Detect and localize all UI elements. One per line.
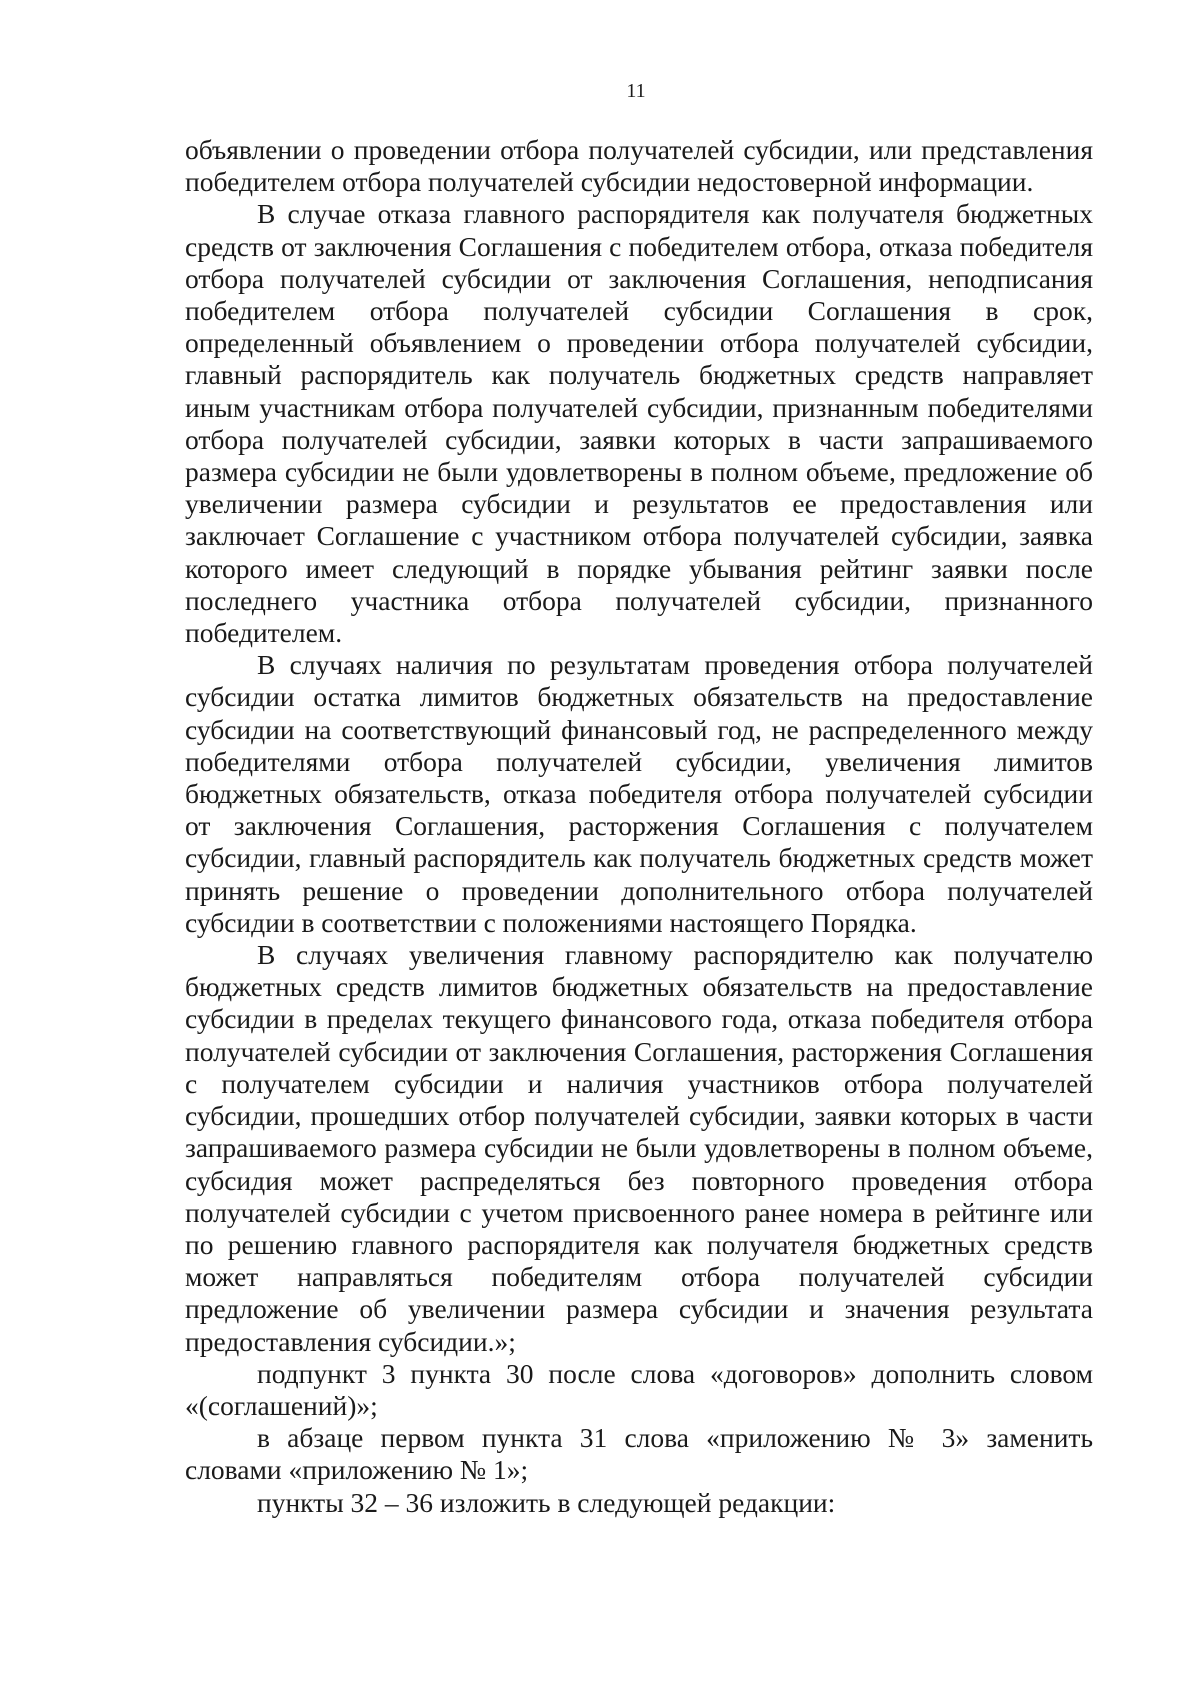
paragraph-refusal-case: В случае отказа главного распорядителя как получателя бюджетных средств от заключения Соглашения с победителем отбора, отказа победителя отбора получателей субсидии от заключения Соглашения, неподписания победителем отбора получателей субсидии Соглашения в срок, определенный объявлением о проведении отбора получателей субсидии, главный распорядитель как получатель бюджетных средств направляет иным участникам отбора получателей субсидии, признанным победителями отбора получателей субсидии, заявки которых в части запрашиваемого размера субсидии не были удовлетворены в полном объеме, предложение об увеличении размера субсидии и результатов ее предоставления или заключает Соглашение с участником отбора получателей субсидии, заявка которого имеет следующий в порядке убывания рейтинг заявки после последнего участника отбора получателей субсидии, признанного победителем. — [185, 198, 1093, 649]
paragraph-continuation: объявлении о проведении отбора получателей субсидии, или представления победителем отбора получателей субсидии недостоверной информации. — [185, 134, 1093, 198]
page-number: 11 — [626, 80, 646, 102]
paragraph-items-32-36: пункты 32 – 36 изложить в следующей редакции: — [257, 1486, 836, 1518]
document-body — [185, 134, 1093, 1519]
paragraph-subclause-3-item-30: подпункт 3 пункта 30 после слова «договоров» дополнить словом «(соглашений)»; — [185, 1357, 1093, 1421]
paragraph-increased-limits: В случаях увеличения главному распорядителю как получателю бюджетных средств лимитов бюджетных обязательств на предоставление субсидии в пределах текущего финансового года, отказа победителя отбора получателей субсидии от заключения Соглашения, расторжения Соглашения с получателем субсидии и наличия участников отбора получателей субсидии, прошедших отбор получателей субсидии, заявки которых в части запрашиваемого размера субсидии не были удовлетворены в полном объеме, субсидия может распределяться без повторного проведения отбора получателей субсидии с учетом присвоенного ранее номера в рейтинге или по решению главного распорядителя как получателя бюджетных средств может направляться победителям отбора получателей субсидии предложение об увеличении размера субсидии и значения результата предоставления субсидии.»; — [185, 939, 1093, 1357]
paragraph-remaining-limits: В случаях наличия по результатам проведения отбора получателей субсидии остатка лимитов бюджетных обязательств на предоставление субсидии на соответствующий финансовый год, не распределенного между победителями отбора получателей субсидии, увеличения лимитов бюджетных обязательств, отказа победителя отбора получателей субсидии от заключения Соглашения, расторжения Соглашения с получателем субсидии, главный распорядитель как получатель бюджетных средств может принять решение о проведении дополнительного отбора получателей субсидии в соответствии с положениями настоящего Порядка. — [185, 649, 1093, 938]
paragraph-item-31: в абзаце первом пункта 31 слова «приложению № 3» заменить словами «приложению № 1»; — [185, 1422, 1093, 1486]
